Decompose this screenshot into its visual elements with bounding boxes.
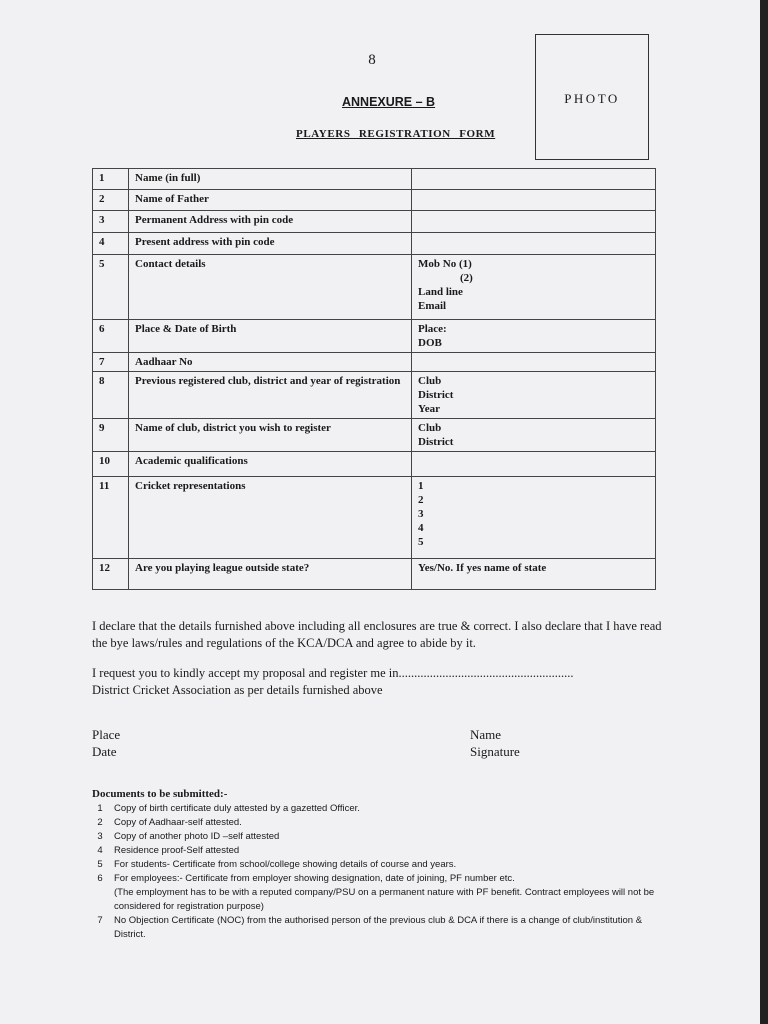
row-number: 5 — [93, 255, 129, 320]
row-number: 6 — [93, 320, 129, 353]
documents-list — [86, 802, 666, 942]
documents-heading: Documents to be submitted:- — [92, 788, 228, 800]
document-number — [86, 886, 114, 914]
row-value-cell[interactable] — [412, 233, 656, 255]
row-label: Aadhaar No — [129, 353, 412, 372]
list-item — [86, 844, 666, 858]
row-value-cell[interactable] — [412, 477, 656, 559]
row-field-label: Club — [418, 375, 442, 387]
table-row — [93, 190, 656, 211]
row-label: Cricket representations — [129, 477, 412, 559]
row-value-cell[interactable] — [412, 353, 656, 372]
row-field-label: Yes/No. If yes name of state — [418, 562, 547, 574]
document-text: No Objection Certificate (NOC) from the authorised person of the previous club & DCA if there is a change of club/institution & District. — [114, 915, 643, 940]
row-field-label: Land line — [418, 286, 463, 298]
date-label: Date — [92, 744, 117, 759]
annexure-heading: ANNEXURE – B — [342, 95, 436, 109]
table-row — [93, 233, 656, 255]
list-item — [86, 816, 666, 830]
row-number: 2 — [93, 190, 129, 211]
document-number: 6 — [97, 873, 103, 884]
row-field-label: 5 — [418, 536, 424, 548]
name-signature-block — [470, 726, 520, 760]
row-field-label: DOB — [418, 337, 442, 349]
row-label: Are you playing league outside state? — [129, 559, 412, 590]
photo-box — [535, 34, 649, 160]
scan-edge — [760, 0, 768, 1024]
row-label: Academic qualifications — [129, 452, 412, 477]
row-field-label: 1 — [418, 480, 424, 492]
row-field-label: Mob No (1) — [418, 258, 472, 270]
row-number: 9 — [93, 419, 129, 452]
row-label: Place & Date of Birth — [129, 320, 412, 353]
row-field-label: 4 — [418, 522, 424, 534]
table-row — [93, 320, 656, 353]
row-value-cell[interactable] — [412, 452, 656, 477]
list-item — [86, 886, 666, 914]
row-value-cell[interactable] — [412, 320, 656, 353]
list-item — [86, 830, 666, 844]
list-item — [86, 914, 666, 942]
document-text: Residence proof-Self attested — [114, 845, 240, 856]
row-field-label: Place: — [418, 323, 447, 335]
row-value-cell[interactable] — [412, 372, 656, 419]
table-row — [93, 211, 656, 233]
document-number: 1 — [97, 803, 103, 814]
row-value-cell[interactable] — [412, 190, 656, 211]
row-field-label: District — [418, 389, 454, 401]
table-row — [93, 452, 656, 477]
row-number: 11 — [93, 477, 129, 559]
row-field-label: Email — [418, 300, 447, 312]
row-label: Previous registered club, district and year of registration — [129, 372, 412, 419]
row-number: 1 — [93, 169, 129, 190]
document-number: 5 — [97, 859, 103, 870]
list-item — [86, 858, 666, 872]
document-text: For employees:- Certificate from employer showing designation, date of joining, PF number etc. — [114, 873, 515, 884]
row-number: 7 — [93, 353, 129, 372]
row-number: 8 — [93, 372, 129, 419]
request-text — [92, 665, 662, 699]
row-number: 12 — [93, 559, 129, 590]
request-line-2: District Cricket Association as per details furnished above — [92, 683, 383, 697]
row-field-label: 2 — [418, 494, 424, 506]
row-number: 4 — [93, 233, 129, 255]
document-text: For students- Certificate from school/college showing details of course and years. — [114, 859, 457, 870]
row-value-cell[interactable] — [412, 255, 656, 320]
row-label: Permanent Address with pin code — [129, 211, 412, 233]
row-field-label: 3 — [418, 508, 424, 520]
place-date-block — [92, 726, 120, 760]
document-text: (The employment has to be with a reputed company/PSU on a permanent nature with PF benefit. Contract employees will not be considered for registration purpose) — [114, 887, 655, 912]
row-field-label: Club — [418, 422, 442, 434]
row-label: Name of Father — [129, 190, 412, 211]
request-line-1: I request you to kindly accept my proposal and register me in........................................................ — [92, 666, 574, 680]
row-label: Contact details — [129, 255, 412, 320]
document-number: 7 — [97, 915, 103, 926]
list-item — [86, 872, 666, 886]
row-label: Name (in full) — [129, 169, 412, 190]
place-label: Place — [92, 727, 121, 742]
page-number: 8 — [368, 52, 376, 68]
document-text: Copy of another photo ID –self attested — [114, 831, 280, 842]
table-row — [93, 169, 656, 190]
row-value-cell[interactable] — [412, 419, 656, 452]
row-number: 3 — [93, 211, 129, 233]
document-number: 3 — [97, 831, 103, 842]
row-value-cell[interactable] — [412, 169, 656, 190]
table-row — [93, 255, 656, 320]
list-item — [86, 802, 666, 816]
table-row — [93, 372, 656, 419]
table-row — [93, 477, 656, 559]
row-field-label: Year — [418, 403, 440, 415]
row-value-cell[interactable] — [412, 211, 656, 233]
registration-table — [92, 168, 656, 590]
row-field-label: District — [418, 436, 454, 448]
document-number: 2 — [97, 817, 103, 828]
document-text: Copy of Aadhaar-self attested. — [114, 817, 242, 828]
form-title: PLAYERS REGISTRATION FORM — [296, 128, 496, 140]
row-label: Name of club, district you wish to register — [129, 419, 412, 452]
row-value-cell[interactable] — [412, 559, 656, 590]
photo-label: PHOTO — [564, 91, 620, 106]
table-row — [93, 353, 656, 372]
document-number: 4 — [97, 845, 103, 856]
row-field-label: (2) — [460, 272, 473, 284]
document-text: Copy of birth certificate duly attested by a gazetted Officer. — [114, 803, 360, 814]
declaration-text: I declare that the details furnished above including all enclosures are true & correct. I also declare that I have read the bye laws/rules and regulations of the KCA/DCA and agree to abide by it. — [92, 619, 662, 650]
row-label: Present address with pin code — [129, 233, 412, 255]
name-label: Name — [470, 727, 502, 742]
table-row — [93, 419, 656, 452]
signature-label: Signature — [470, 744, 520, 759]
table-row — [93, 559, 656, 590]
row-number: 10 — [93, 452, 129, 477]
